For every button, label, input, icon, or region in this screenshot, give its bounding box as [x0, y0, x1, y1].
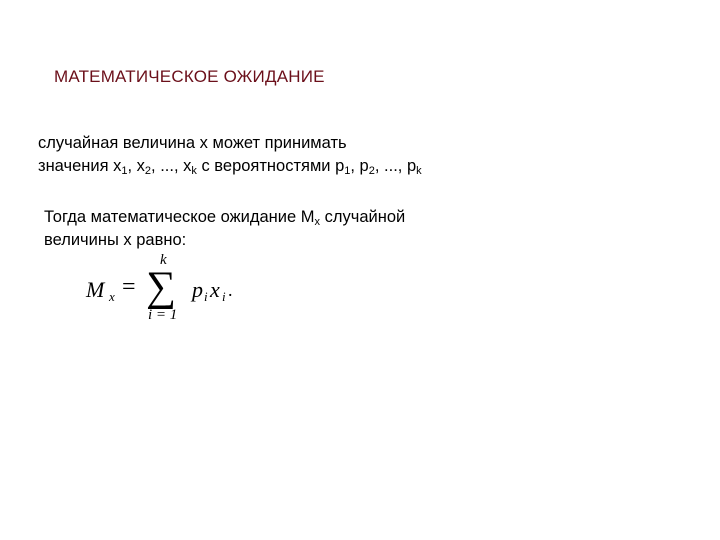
- p-subscript-1: 1: [344, 165, 351, 177]
- paragraph2-line-1: [44, 206, 405, 229]
- x-subscript-1: 1: [121, 165, 128, 177]
- m-subscript: x: [314, 216, 321, 228]
- paragraph-random-variable: [38, 132, 422, 178]
- values-ellipsis: , ..., x: [151, 157, 192, 175]
- formula-lhs-subscript: x: [109, 289, 115, 304]
- formula-lhs-m: M: [86, 277, 105, 302]
- paragraph2-line-2: величины x равно:: [44, 231, 187, 249]
- paragraph-line-2: [38, 155, 422, 178]
- paragraph-line-1: случайная величина x может принимать: [38, 134, 347, 152]
- values-prefix: значения x: [38, 157, 122, 175]
- expectation-prefix: Тогда математическое ожидание M: [44, 208, 315, 226]
- formula-term-x: x: [210, 277, 220, 302]
- formula-terminator: .: [228, 280, 233, 300]
- formula-term-x-subscript: i: [222, 289, 226, 304]
- formula-lower-limit: i = 1: [148, 307, 178, 323]
- paragraph-expectation: [44, 206, 405, 252]
- formula-term-p: p: [192, 277, 203, 302]
- probabilities-text: с вероятностями p: [196, 157, 345, 175]
- summation-icon: ∑: [146, 264, 176, 310]
- x-subscript-k: k: [191, 165, 197, 177]
- p-subscript-k: k: [416, 165, 422, 177]
- values-sep-1: , x: [127, 157, 145, 175]
- expectation-formula: [86, 252, 256, 332]
- formula-upper-limit: k: [160, 252, 167, 268]
- formula-equals: =: [122, 274, 136, 300]
- expectation-suffix: случайной: [320, 208, 406, 226]
- p-subscript-2: 2: [368, 165, 375, 177]
- formula-term-p-subscript: i: [204, 289, 208, 304]
- probabilities-ellipsis: , ..., p: [374, 157, 417, 175]
- probabilities-sep-1: , p: [350, 157, 369, 175]
- x-subscript-2: 2: [144, 165, 152, 177]
- slide-title: МАТЕМАТИЧЕСКОЕ ОЖИДАНИЕ: [54, 67, 325, 86]
